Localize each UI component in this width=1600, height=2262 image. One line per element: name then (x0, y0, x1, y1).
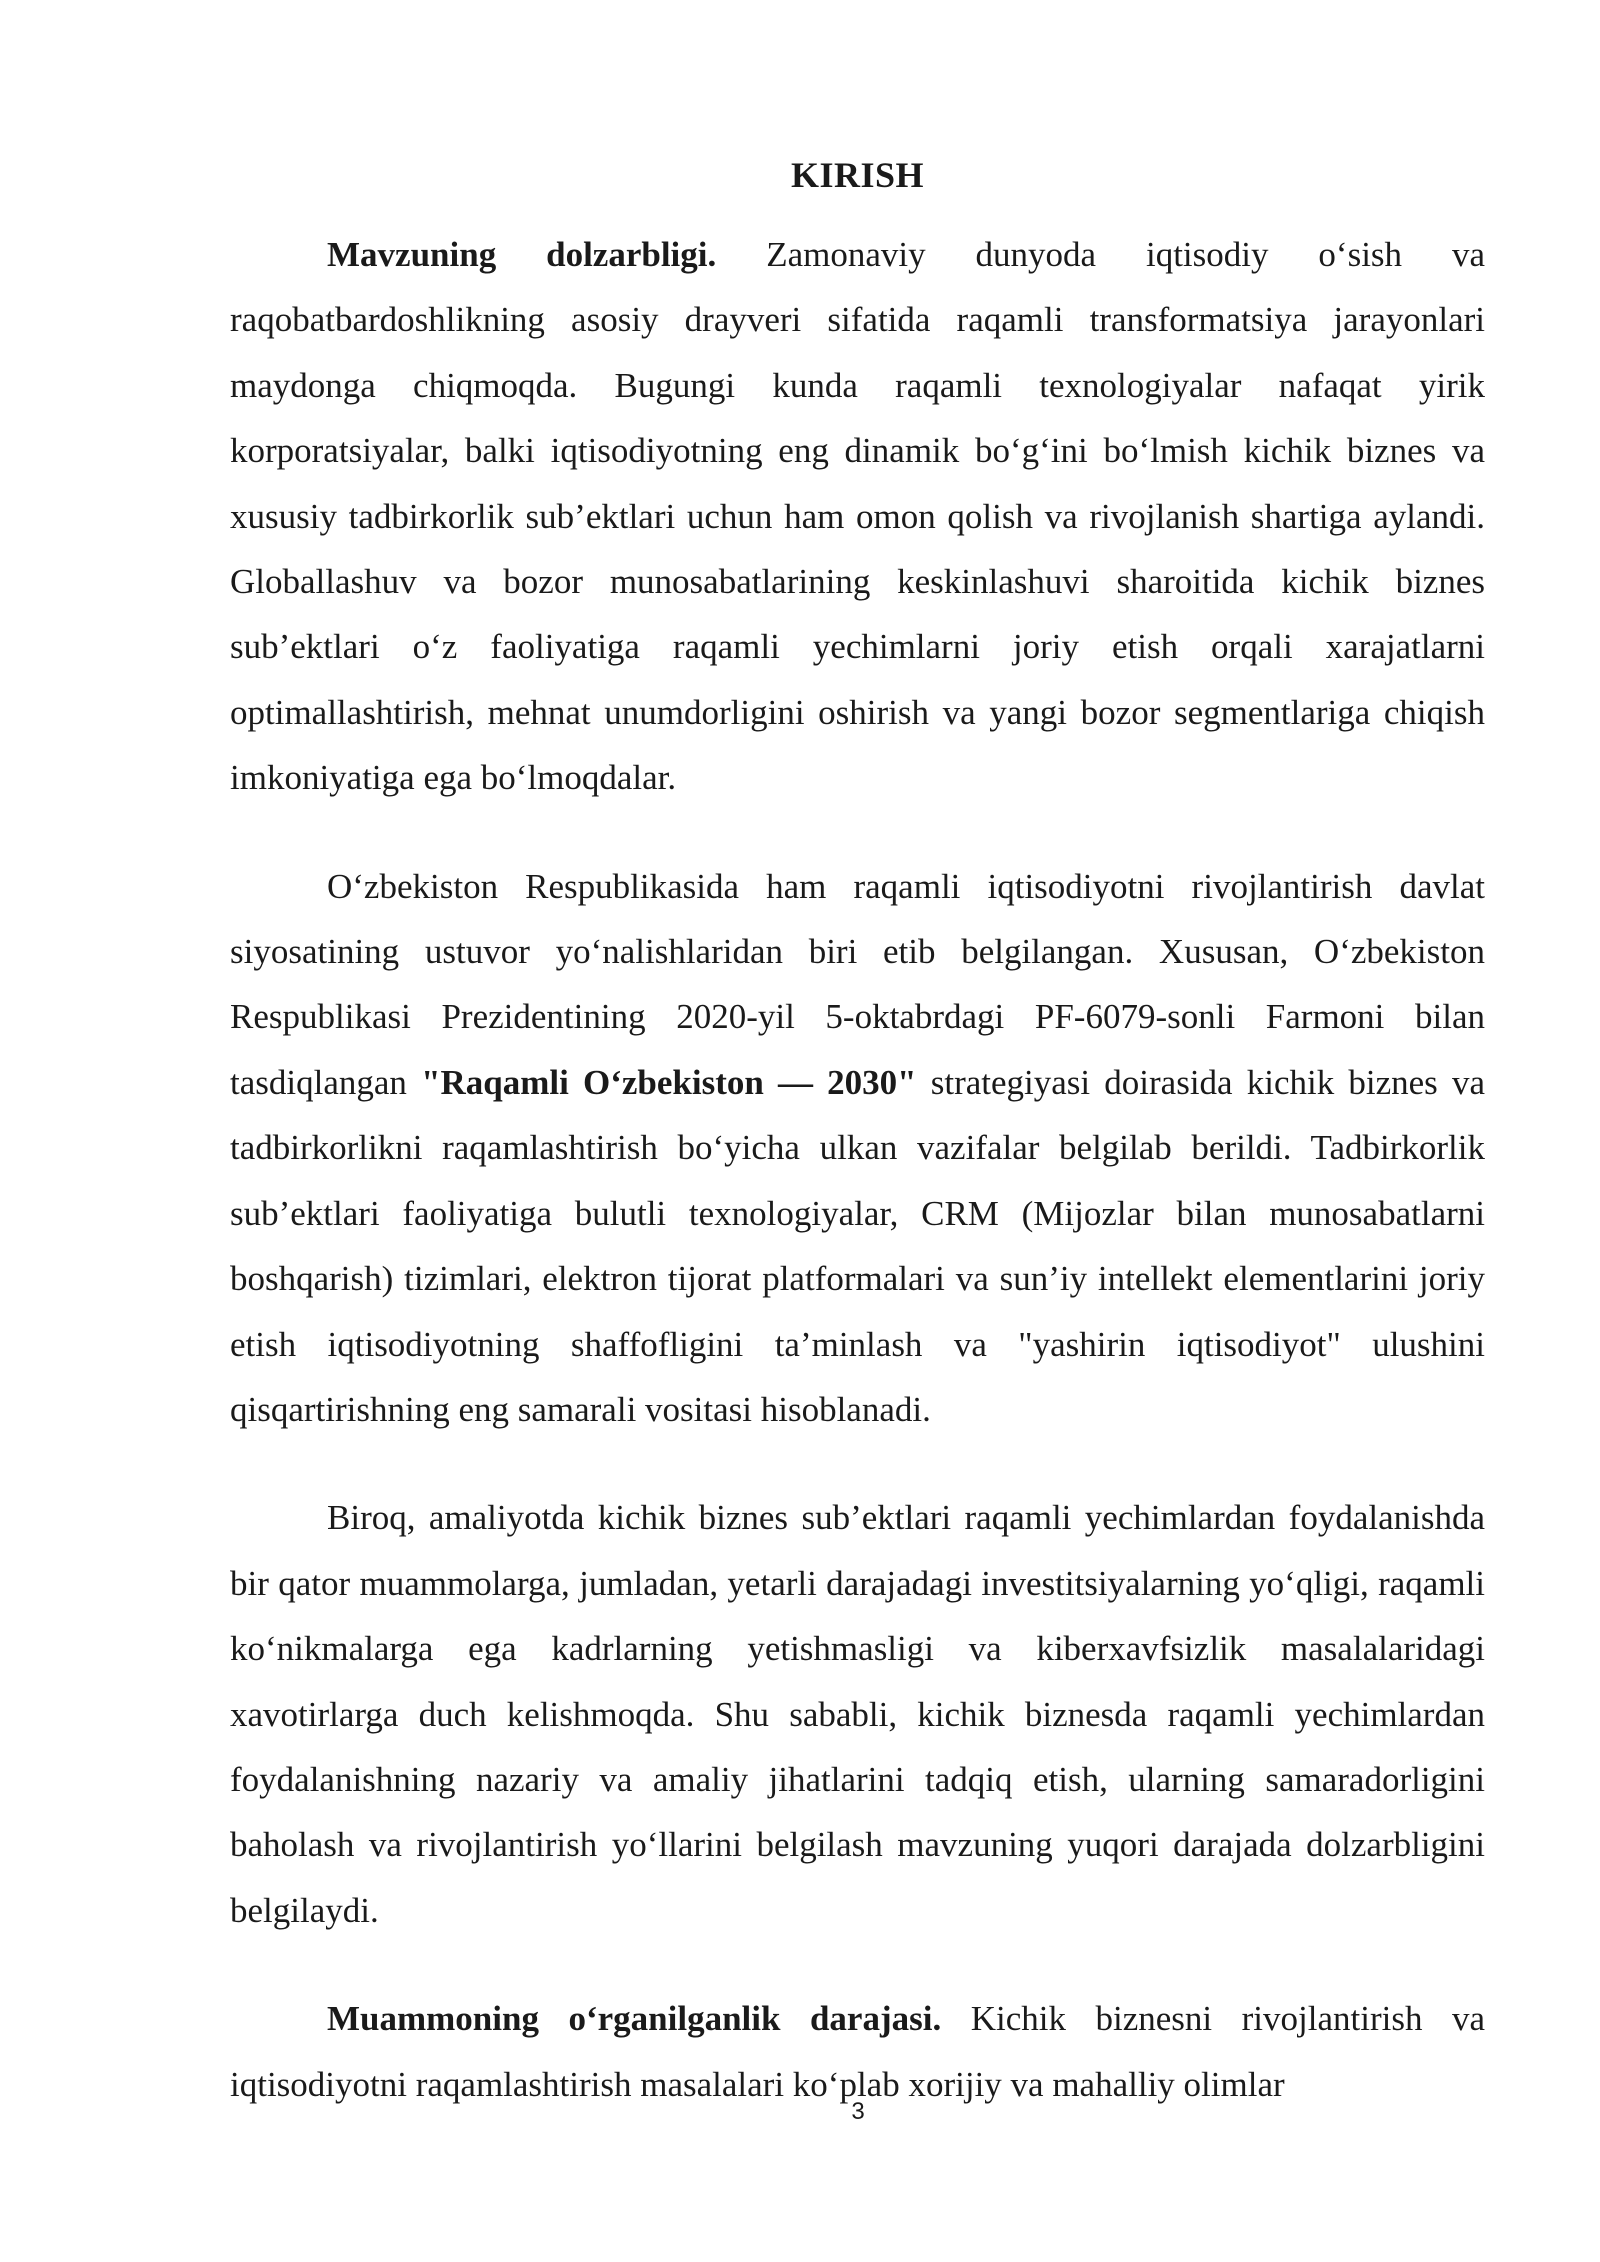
paragraph-relevance (230, 222, 1485, 811)
paragraph-spacer (230, 1943, 1485, 1986)
document-body (230, 150, 1485, 2117)
paragraph-lead-research-degree: Muammoning o‘rganilganlik darajasi. (327, 1999, 942, 2039)
paragraph-text-relevance: Zamonaviy dunyoda iqtisodiy o‘sish va raqobatbardoshlikning asosiy drayveri sifatida raqamli transformatsiya jarayonlari maydonga chiqmoqda. Bugungi kunda raqamli texnologiyalar nafaqat yirik korporatsiyalar, balki iqtisodiyotning eng dinamik bo‘g‘ini bo‘lmish kichik biznes va xususiy tadbirkorlik sub’ektlari uchun ham omon qolish va rivojlanish shartiga aylandi. Globallashuv va bozor munosabatlarining keskinlashuvi sharoitida kichik biznes sub’ektlari o‘z faoliyatiga raqamli yechimlarni joriy etish orqali xarajatlarni optimallashtirish, mehnat unumdorligini oshirish va yangi bozor segmentlariga chiqish imkoniyatiga ega bo‘lmoqdalar. (230, 235, 1485, 798)
paragraph-text-before: O‘zbekiston Respublikasida ham raqamli iqtisodiyotni rivojlantirish davlat siyosatining ustuvor yo‘nalishlaridan biri etib belgilangan. Xususan, O‘zbekiston Respublikasi Prezidentining 2020-yil 5-oktabrdagi PF-6079-sonli Farmoni bilan tasdiqlangan (230, 866, 1485, 1102)
paragraph-challenges (230, 1485, 1485, 1943)
paragraph-text-after: strategiyasi doirasida kichik biznes va tadbirkorlikni raqamlashtirish bo‘yicha ulkan vazifalar belgilab berildi. Tadbirkorlik sub’ektlari faoliyatiga bulutli texnologiyalar, CRM (Mijozlar bilan munosabatlarni boshqarish) tizimlari, elektron tijorat platformalari va sun’iy intellekt elementlarini joriy etish iqtisodiyotning shaffofligini ta’minlash va "yashirin iqtisodiyot" ulushini qisqartirishning eng samarali vositasi hisoblanadi. (230, 1062, 1485, 1429)
paragraph-uzbekistan-strategy (230, 854, 1485, 1443)
paragraph-spacer (230, 1442, 1485, 1485)
paragraph-lead-relevance: Mavzuning dolzarbligi. (327, 235, 717, 274)
page-number: 3 (851, 2098, 865, 2125)
paragraph-text-challenges: Biroq, amaliyotda kichik biznes sub’ektlari raqamli yechimlardan foydalanishda bir qator muammolarga, jumladan, yetarli darajadagi investitsiyalarning yo‘qligi, raqamli ko‘nikmalarga ega kadrlarning yetishmasligi va kiberxavfsizlik masalalaridagi xavotirlarga duch kelishmoqda. Shu sababli, kichik biznesda raqamli yechimlardan foydalanishning nazariy va amaliy jihatlarini tadqiq etish, ularning samaradorligini baholash va rivojlantirish yo‘llarini belgilash mavzuning yuqori darajada dolzarbligini belgilaydi. (230, 1498, 1485, 1930)
page-title: KIRISH (790, 155, 925, 195)
paragraph-text-research-degree: Kichik biznesni rivojlantirish va iqtisodiyotni raqamlashtirish masalalari ko‘plab xorijiy va mahalliy olimlar (230, 1999, 1485, 2104)
paragraph-spacer (230, 811, 1485, 854)
strategy-name: "Raqamli O‘zbekiston — 2030" (421, 1062, 917, 1102)
